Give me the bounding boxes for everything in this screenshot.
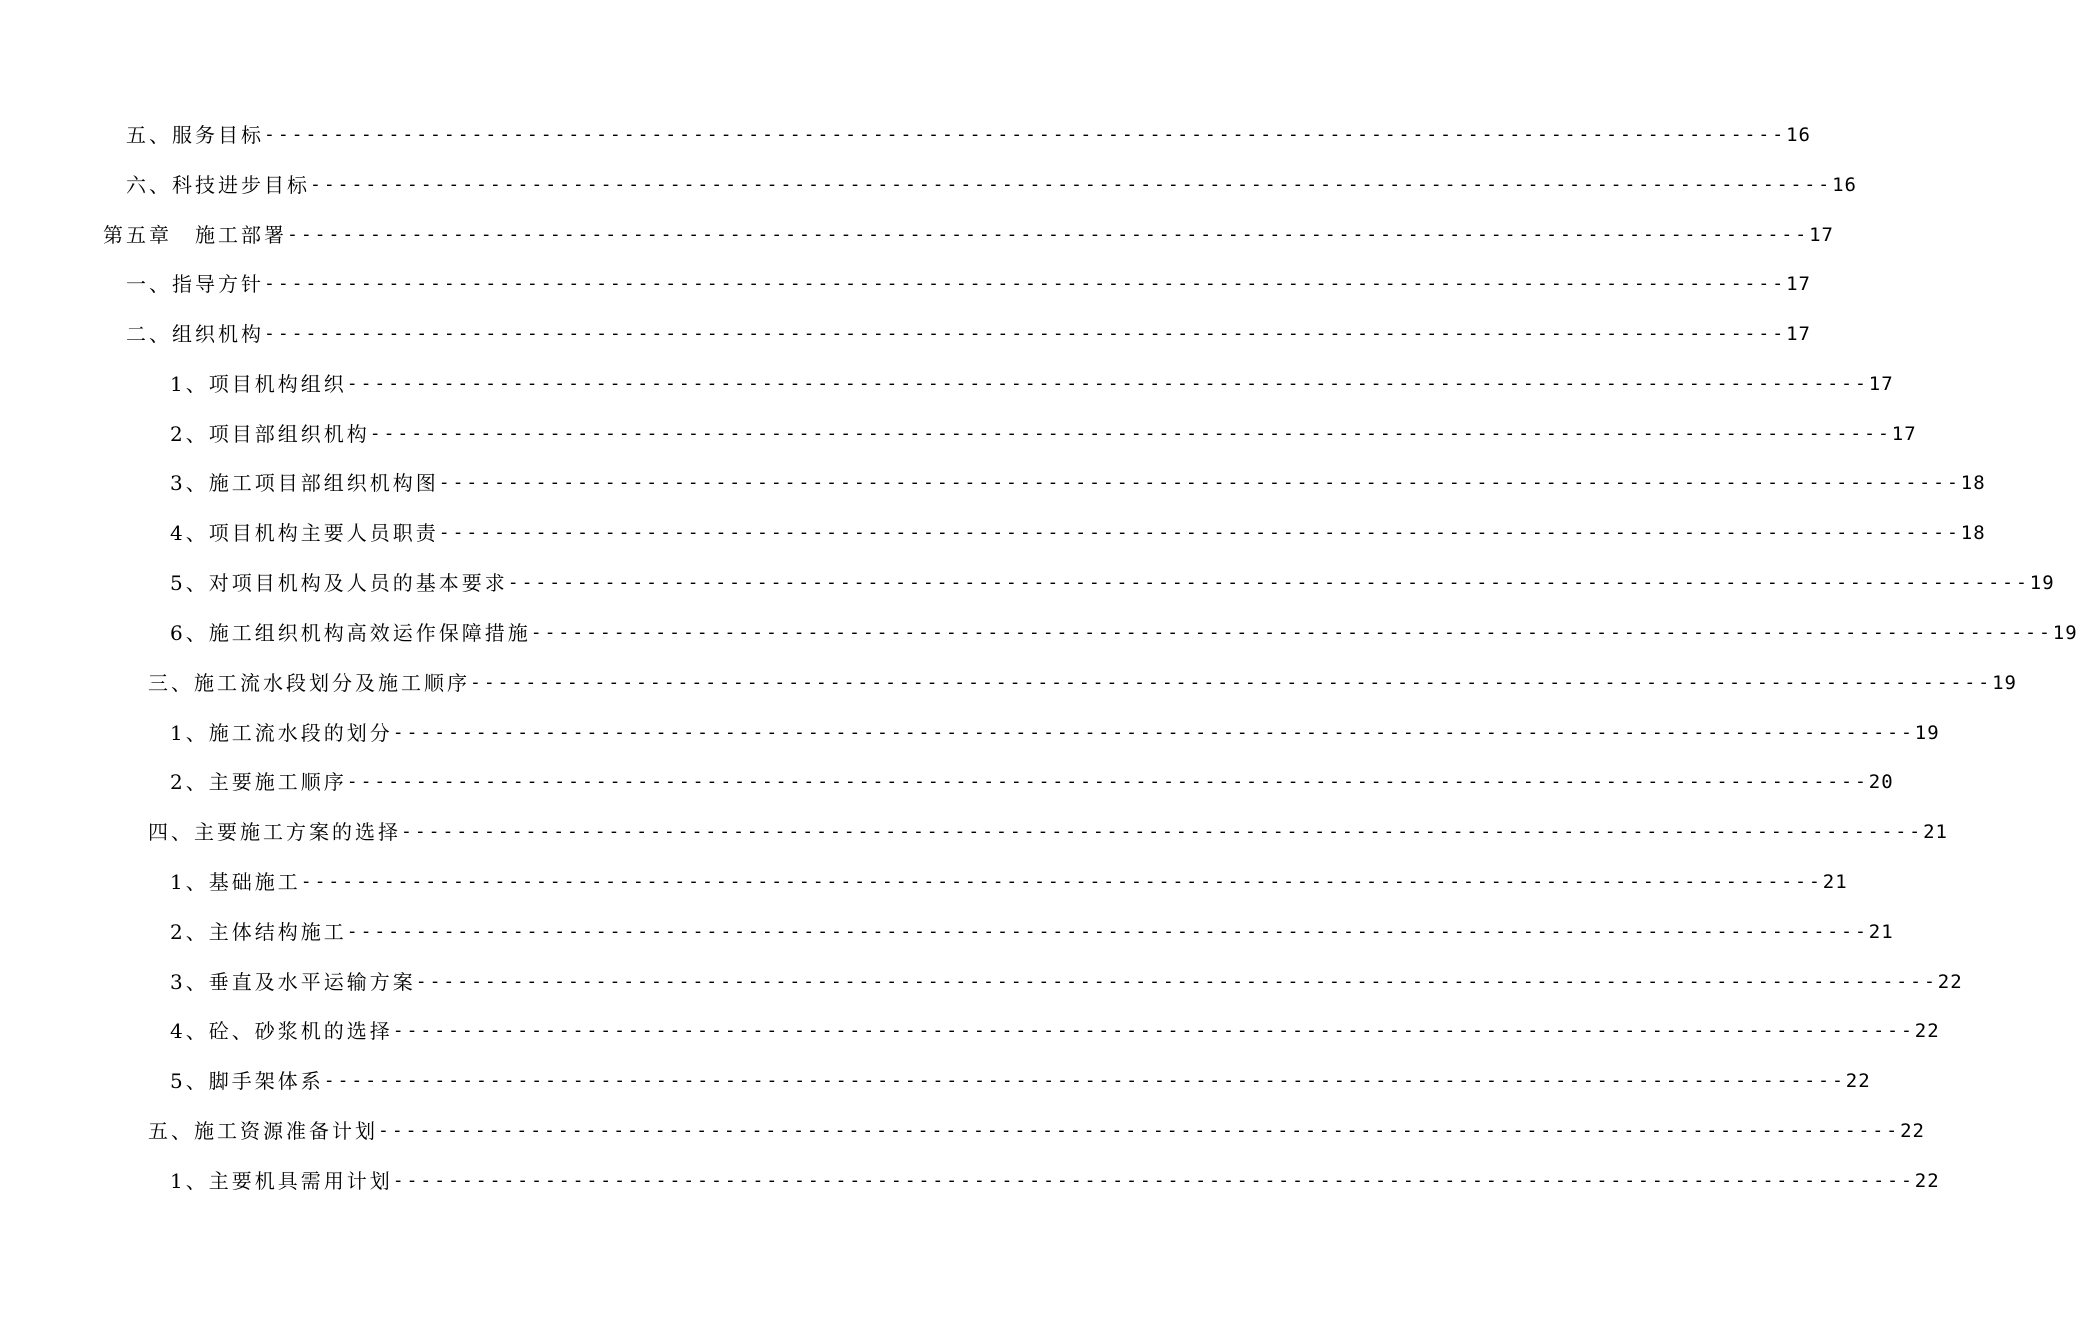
toc-leader: -------------------------------------------------------------------------------------------------------------- bbox=[346, 921, 1869, 942]
toc-entry-page: 17 bbox=[1809, 224, 1834, 246]
toc-entry-page: 19 bbox=[2029, 572, 2055, 594]
toc-entry-page: 19 bbox=[1992, 672, 2017, 694]
toc-entry-page: 22 bbox=[1900, 1120, 1925, 1142]
toc-entry[interactable] bbox=[170, 1016, 1940, 1046]
toc-entry-label: 二、组织机构 bbox=[126, 322, 264, 346]
toc-entry-page: 22 bbox=[1914, 1020, 1940, 1042]
toc-entry-label: 第五章 施工部署 bbox=[103, 223, 287, 247]
toc-entry-label: 五、施工资源准备计划 bbox=[148, 1119, 378, 1143]
toc-leader: -------------------------------------------------------------------------------------------------------------- bbox=[530, 622, 2053, 643]
toc-entry[interactable] bbox=[170, 867, 1848, 897]
toc-entry-page: 21 bbox=[1868, 921, 1894, 943]
toc-entry-label: 1、项目机构组织 bbox=[170, 372, 347, 396]
toc-entry[interactable] bbox=[170, 468, 1986, 498]
toc-leader: -------------------------------------------------------------------------------------------------------------- bbox=[264, 323, 1787, 344]
toc-entry-page: 16 bbox=[1786, 124, 1811, 146]
toc-entry-label: 1、主要机具需用计划 bbox=[170, 1169, 393, 1193]
toc-entry[interactable] bbox=[170, 568, 2055, 598]
toc-leader: -------------------------------------------------------------------------------------------------------------- bbox=[346, 771, 1869, 792]
toc-entry-page: 21 bbox=[1822, 871, 1848, 893]
toc-entry-page: 16 bbox=[1832, 174, 1857, 196]
toc-entry-page: 21 bbox=[1923, 821, 1948, 843]
toc-entry-page: 19 bbox=[2052, 622, 2078, 644]
toc-entry[interactable] bbox=[126, 269, 1811, 299]
toc-leader: -------------------------------------------------------------------------------------------------------------- bbox=[415, 971, 1938, 992]
toc-entry[interactable] bbox=[170, 917, 1894, 947]
toc-leader: -------------------------------------------------------------------------------------------------------------- bbox=[438, 472, 1961, 493]
toc-chapter-entry[interactable] bbox=[103, 220, 1834, 250]
toc-entry-label: 一、指导方针 bbox=[126, 272, 264, 296]
toc-entry-page: 17 bbox=[1868, 373, 1894, 395]
toc-entry-label: 5、脚手架体系 bbox=[170, 1069, 324, 1093]
toc-entry-label: 五、服务目标 bbox=[126, 123, 264, 147]
toc-leader: -------------------------------------------------------------------------------------------------------------- bbox=[300, 871, 1823, 892]
toc-leader: -------------------------------------------------------------------------------------------------------------- bbox=[401, 821, 1924, 842]
toc-entry[interactable] bbox=[170, 518, 1986, 548]
toc-entry[interactable] bbox=[126, 319, 1811, 349]
toc-entry-page: 22 bbox=[1914, 1170, 1940, 1192]
toc-leader: -------------------------------------------------------------------------------------------------------------- bbox=[392, 722, 1915, 743]
toc-entry-label: 3、垂直及水平运输方案 bbox=[170, 970, 416, 994]
toc-entry-label: 3、施工项目部组织机构图 bbox=[170, 471, 439, 495]
toc-leader: -------------------------------------------------------------------------------------------------------------- bbox=[264, 124, 1787, 145]
toc-entry-label: 六、科技进步目标 bbox=[126, 173, 310, 197]
toc-entry[interactable] bbox=[148, 1116, 1925, 1146]
toc-entry-label: 四、主要施工方案的选择 bbox=[148, 820, 401, 844]
toc-entry[interactable] bbox=[170, 1166, 1940, 1196]
toc-entry[interactable] bbox=[170, 1066, 1871, 1096]
toc-leader: -------------------------------------------------------------------------------------------------------------- bbox=[438, 522, 1961, 543]
toc-entry[interactable] bbox=[170, 369, 1894, 399]
toc-entry-label: 2、项目部组织机构 bbox=[170, 422, 370, 446]
toc-entry-label: 6、施工组织机构高效运作保障措施 bbox=[170, 621, 531, 645]
toc-entry[interactable] bbox=[126, 120, 1811, 150]
toc-entry-page: 17 bbox=[1786, 323, 1811, 345]
toc-entry-page: 22 bbox=[1845, 1070, 1871, 1092]
toc-leader: -------------------------------------------------------------------------------------------------------------- bbox=[287, 224, 1810, 245]
toc-entry[interactable] bbox=[148, 668, 2017, 698]
toc-entry-page: 18 bbox=[1960, 472, 1986, 494]
toc-entry-label: 三、施工流水段划分及施工顺序 bbox=[148, 671, 470, 695]
toc-leader: -------------------------------------------------------------------------------------------------------------- bbox=[310, 174, 1833, 195]
toc-entry[interactable] bbox=[170, 618, 2078, 648]
toc-entry-label: 1、施工流水段的划分 bbox=[170, 721, 393, 745]
toc-entry[interactable] bbox=[148, 817, 1948, 847]
toc-entry[interactable] bbox=[170, 718, 1940, 748]
toc-leader: -------------------------------------------------------------------------------------------------------------- bbox=[470, 672, 1993, 693]
toc-entry[interactable] bbox=[126, 170, 1857, 200]
toc-entry[interactable] bbox=[170, 967, 1963, 997]
toc-entry-page: 17 bbox=[1891, 423, 1917, 445]
toc-leader: -------------------------------------------------------------------------------------------------------------- bbox=[323, 1070, 1846, 1091]
toc-entry-page: 17 bbox=[1786, 273, 1811, 295]
toc-entry[interactable] bbox=[170, 767, 1894, 797]
toc-entry-label: 1、基础施工 bbox=[170, 870, 301, 894]
toc-entry-label: 2、主体结构施工 bbox=[170, 920, 347, 944]
toc-entry-page: 22 bbox=[1937, 971, 1963, 993]
toc-leader: -------------------------------------------------------------------------------------------------------------- bbox=[369, 423, 1892, 444]
toc-leader: -------------------------------------------------------------------------------------------------------------- bbox=[507, 572, 2030, 593]
toc-leader: -------------------------------------------------------------------------------------------------------------- bbox=[264, 273, 1787, 294]
toc-entry[interactable] bbox=[170, 419, 1917, 449]
toc-leader: -------------------------------------------------------------------------------------------------------------- bbox=[378, 1120, 1901, 1141]
toc-entry-label: 2、主要施工顺序 bbox=[170, 770, 347, 794]
toc-entry-label: 4、砼、砂浆机的选择 bbox=[170, 1019, 393, 1043]
toc-entry-page: 20 bbox=[1868, 771, 1894, 793]
toc-entry-label: 4、项目机构主要人员职责 bbox=[170, 521, 439, 545]
toc-entry-page: 18 bbox=[1960, 522, 1986, 544]
toc-entry-label: 5、对项目机构及人员的基本要求 bbox=[170, 571, 508, 595]
toc-leader: -------------------------------------------------------------------------------------------------------------- bbox=[392, 1170, 1915, 1191]
toc-entry-page: 19 bbox=[1914, 722, 1940, 744]
toc-leader: -------------------------------------------------------------------------------------------------------------- bbox=[392, 1020, 1915, 1041]
toc-leader: -------------------------------------------------------------------------------------------------------------- bbox=[346, 373, 1869, 394]
